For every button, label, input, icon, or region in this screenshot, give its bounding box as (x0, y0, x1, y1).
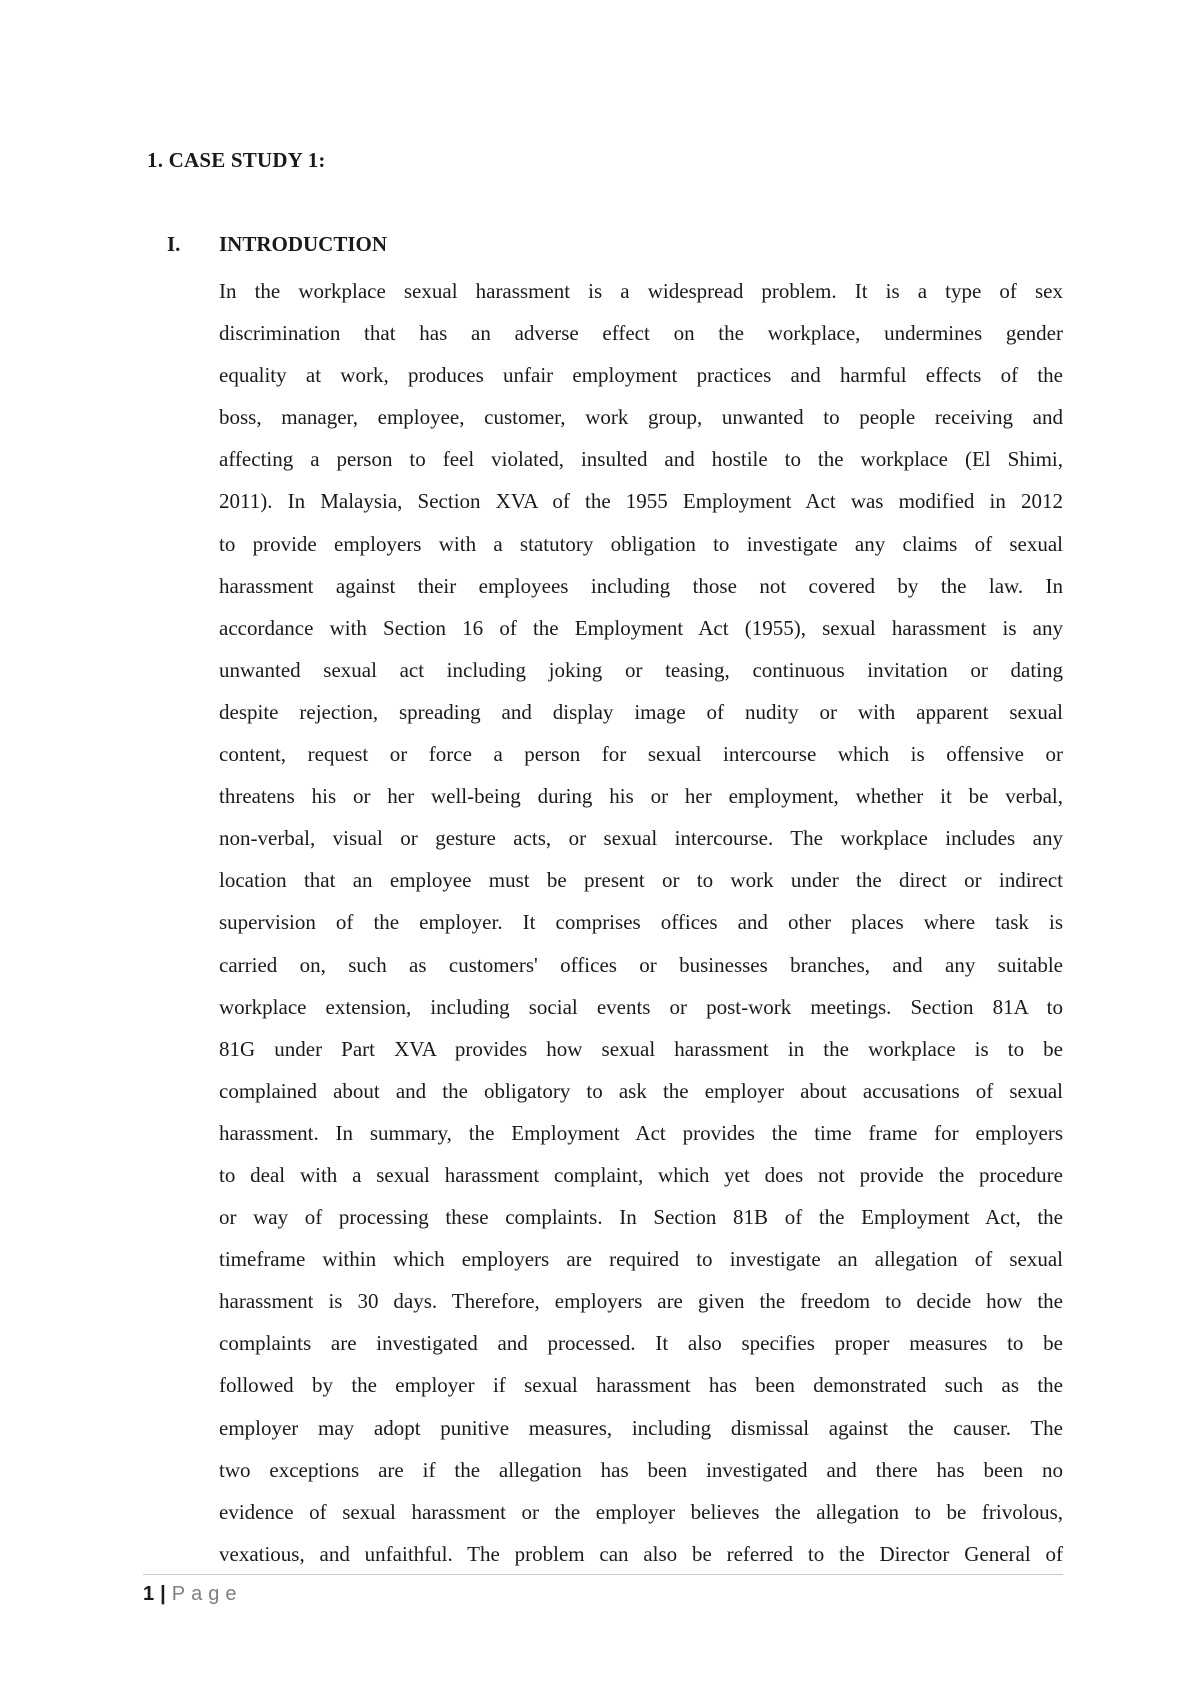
section-title: INTRODUCTION (219, 232, 388, 256)
paragraph-line: evidence of sexual harassment or the employer believes the allegation to be frivolous, (219, 1499, 1063, 1524)
introduction-paragraph (219, 270, 1063, 1575)
page-label: Page (171, 1583, 243, 1605)
paragraph-line: despite rejection, spreading and display image of nudity or with apparent sexual (219, 699, 1063, 724)
paragraph-line: workplace extension, including social events or post-work meetings. Section 81A to (219, 994, 1063, 1019)
paragraph-line: accordance with Section 16 of the Employment Act (1955), sexual harassment is any (219, 615, 1063, 640)
footer-separator: | (160, 1583, 166, 1605)
paragraph-line: affecting a person to feel violated, insulted and hostile to the workplace (El Shimi, (219, 447, 1063, 472)
paragraph-line: harassment against their employees including those not covered by the law. In (219, 573, 1063, 598)
section-heading (167, 232, 387, 257)
paragraph-line: or way of processing these complaints. In Section 81B of the Employment Act, the (219, 1205, 1063, 1230)
footer-divider (143, 1574, 1063, 1575)
paragraph-line: 2011). In Malaysia, Section XVA of the 1955 Employment Act was modified in 2012 (219, 489, 1063, 514)
paragraph-line: unwanted sexual act including joking or teasing, continuous invitation or dating (219, 657, 1063, 682)
paragraph-line: non-verbal, visual or gesture acts, or sexual intercourse. The workplace includes any (219, 826, 1063, 851)
paragraph-line: two exceptions are if the allegation has been investigated and there has been no (219, 1457, 1063, 1482)
paragraph-line: In the workplace sexual harassment is a widespread problem. It is a type of sex (219, 279, 1063, 303)
paragraph-line: boss, manager, employee, customer, work group, unwanted to people receiving and (219, 405, 1063, 430)
paragraph-line: employer may adopt punitive measures, including dismissal against the causer. The (219, 1415, 1063, 1440)
paragraph-line: 81G under Part XVA provides how sexual harassment in the workplace is to be (219, 1036, 1063, 1061)
paragraph-line: supervision of the employer. It comprises offices and other places where task is (219, 910, 1063, 935)
case-study-heading: 1. CASE STUDY 1: (147, 148, 326, 172)
paragraph-line: to provide employers with a statutory obligation to investigate any claims of sexual (219, 531, 1063, 556)
paragraph-line: harassment. In summary, the Employment Act provides the time frame for employers (219, 1120, 1063, 1145)
paragraph-line: location that an employee must be present or to work under the direct or indirect (219, 868, 1063, 893)
paragraph-line: complained about and the obligatory to ask the employer about accusations of sexual (219, 1078, 1063, 1103)
paragraph-line: harassment is 30 days. Therefore, employers are given the freedom to decide how the (219, 1289, 1063, 1314)
page-footer (143, 1583, 242, 1606)
paragraph-line: complaints are investigated and processed. It also specifies proper measures to be (219, 1331, 1063, 1356)
paragraph-line: carried on, such as customers' offices or businesses branches, and any suitable (219, 952, 1063, 977)
paragraph-line: threatens his or her well-being during his or her employment, whether it be verbal, (219, 784, 1063, 809)
paragraph-line: content, request or force a person for sexual intercourse which is offensive or (219, 742, 1063, 767)
paragraph-line: vexatious, and unfaithful. The problem can also be referred to the Director General of (219, 1541, 1063, 1566)
page-number: 1 (143, 1583, 155, 1605)
paragraph-line: followed by the employer if sexual harassment has been demonstrated such as the (219, 1373, 1063, 1398)
paragraph-line: to deal with a sexual harassment complaint, which yet does not provide the procedure (219, 1162, 1063, 1187)
section-number: I. (167, 232, 181, 256)
paragraph-line: discrimination that has an adverse effect on the workplace, undermines gender (219, 321, 1063, 346)
paragraph-line: timeframe within which employers are required to investigate an allegation of sexual (219, 1247, 1063, 1272)
paragraph-line: equality at work, produces unfair employment practices and harmful effects of the (219, 363, 1063, 388)
